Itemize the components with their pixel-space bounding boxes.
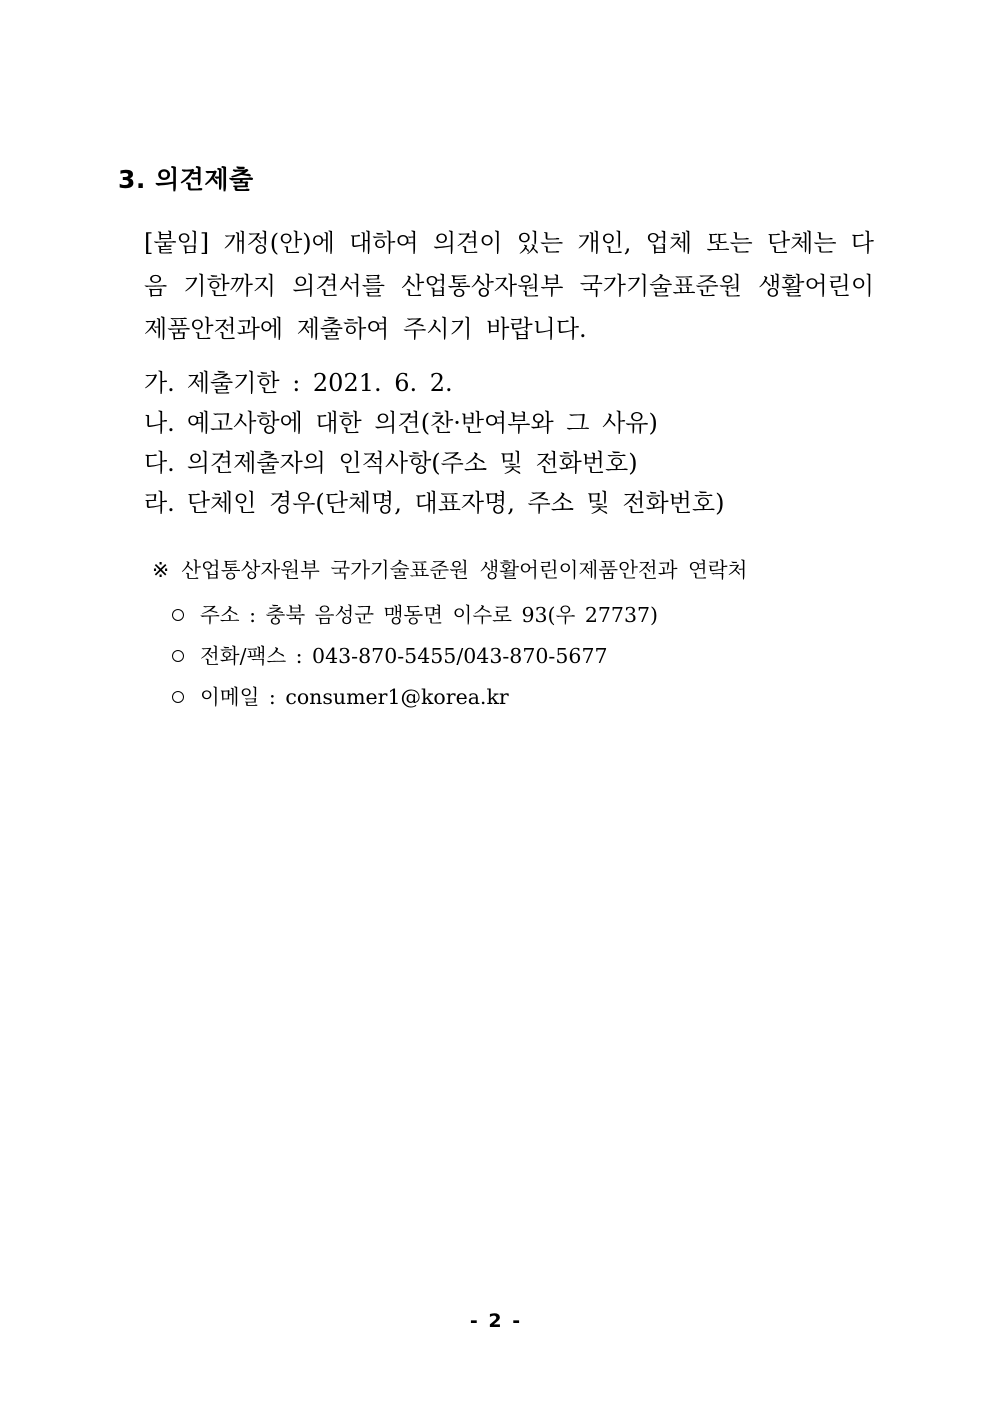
list-item-marker: 다. <box>144 449 175 477</box>
intro-paragraph: [붙임] 개정(안)에 대하여 의견이 있는 개인, 업체 또는 단체는 다음 기한까지 의견서를 산업통상자원부 국가기술표준원 생활어린이제품안전과에 제출하여 주시기 바랍니다. <box>144 229 874 343</box>
list-item <box>144 483 724 523</box>
contact-item-phone-fax <box>168 636 658 677</box>
contact-list <box>168 595 658 718</box>
list-item-marker: 라. <box>144 489 175 517</box>
circle-bullet-icon <box>172 609 184 621</box>
reference-mark-icon: ※ <box>152 558 170 582</box>
circle-bullet-icon <box>172 691 184 703</box>
submission-items-list <box>144 363 724 523</box>
section-title: 3. 의견제출 <box>118 165 254 194</box>
circle-bullet-icon <box>172 650 184 662</box>
contact-item-email <box>168 677 658 718</box>
contact-phone-text: 전화/팩스 : 043-870-5455/043-870-5677 <box>200 644 608 668</box>
contact-note <box>152 553 747 583</box>
list-item <box>144 403 724 443</box>
contact-item-address <box>168 595 658 636</box>
list-item-marker: 나. <box>144 409 175 437</box>
page-number: - 2 - <box>469 1310 523 1332</box>
contact-note-text: 산업통상자원부 국가기술표준원 생활어린이제품안전과 연락처 <box>181 558 748 582</box>
contact-email-text: 이메일 : consumer1@korea.kr <box>200 685 509 709</box>
list-item-marker: 가. <box>144 369 175 397</box>
list-item-text: 제출기한 : 2021. 6. 2. <box>186 369 453 397</box>
list-item-text: 의견제출자의 인적사항(주소 및 전화번호) <box>186 449 638 477</box>
list-item <box>144 363 724 403</box>
list-item-text: 예고사항에 대한 의견(찬·반여부와 그 사유) <box>186 409 658 437</box>
list-item <box>144 443 724 483</box>
contact-address-text: 주소 : 충북 음성군 맹동면 이수로 93(우 27737) <box>200 603 659 627</box>
list-item-text: 단체인 경우(단체명, 대표자명, 주소 및 전화번호) <box>186 489 725 517</box>
